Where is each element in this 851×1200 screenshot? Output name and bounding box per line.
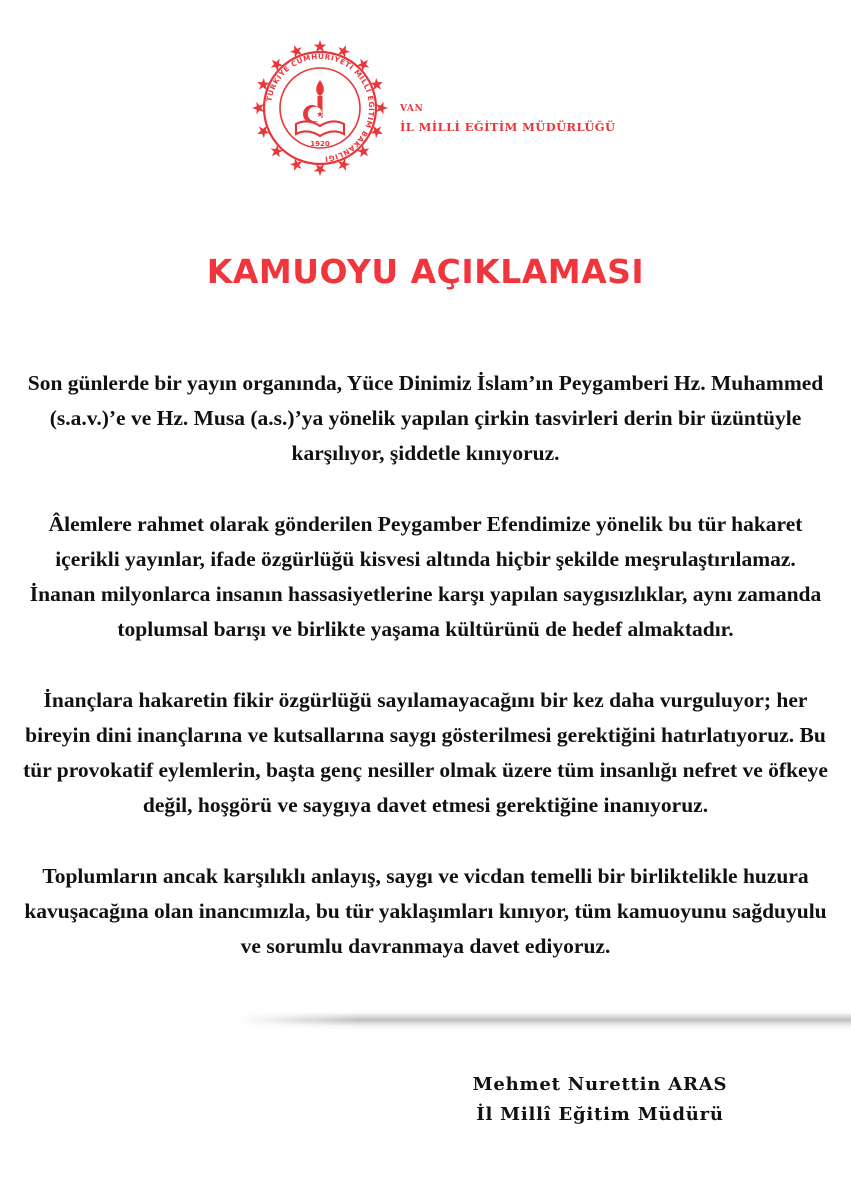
paragraph-1: Son günlerde bir yayın organında, Yüce Dinimiz İslam’ın Peygamberi Hz. Muhammed (s.a.v.)’e ve Hz. Musa (a.s.)’ya yönelik yapılan çirkin tasvirleri derin bir üzüntüyle karşılıyor, şiddetle kınıyoruz. [27,371,824,465]
statement-body [20,366,831,1000]
svg-text:TÜRKİYE CUMHURİYETİ MİLLÎ EĞİT: TÜRKİYE CUMHURİYETİ MİLLÎ EĞİTİM BAKANLIĞI [264,51,377,164]
decorative-divider [236,1012,851,1030]
signatory-role: İl Millî Eğitim Müdürü [476,1104,724,1125]
organization-name [400,100,615,136]
signature-block [410,1070,790,1130]
org-city: VAN [400,104,424,114]
signatory-name: Mehmet Nurettin ARAS [472,1074,728,1095]
svg-text:1920: 1920 [310,140,330,148]
paragraph-2: Âlemlere rahmet olarak gönderilen Peygamber Efendimize yönelik bu tür hakaret içerikli yayınlar, ifade özgürlüğü kisvesi altında hiçbir şekilde meşrulaştırılamaz. İnanan milyonlarca insanın hassasiyetlerine karşı yapılan saygısızlıklar, aynı zamanda toplumsal barışı ve birlikte yaşama kültürünü de hedef almaktadır. [29,512,822,641]
paragraph-3: İnançlara hakaretin fikir özgürlüğü sayılamayacağını bir kez daha vurguluyor; her bireyin dini inançlarına ve kutsallarına saygı gösterilmesi gerektiğini hatırlatıyoruz. Bu tür provokatif eylemlerin, başta genç nesiller olmak üzere tüm insanlığı nefret ve öfkeye değil, hoşgörü ve saygıya davet etmesi gerektiğine inanıyoruz. [23,688,828,817]
document-title: KAMUOYU AÇIKLAMASI [206,252,645,291]
paragraph-4: Toplumların ancak karşılıklı anlayış, saygı ve vicdan temelli bir birliktelikle huzura kavuşacağına olan inancımızla, bu tür yaklaşımları kınıyor, tüm kamuoyunu sağduyulu ve sorumlu davranmaya davet ediyoruz. [24,864,827,958]
org-full-name: İL MİLLİ EĞİTİM MÜDÜRLÜĞÜ [400,120,616,134]
letterhead [250,38,670,178]
ministry-emblem-logo [250,38,390,178]
